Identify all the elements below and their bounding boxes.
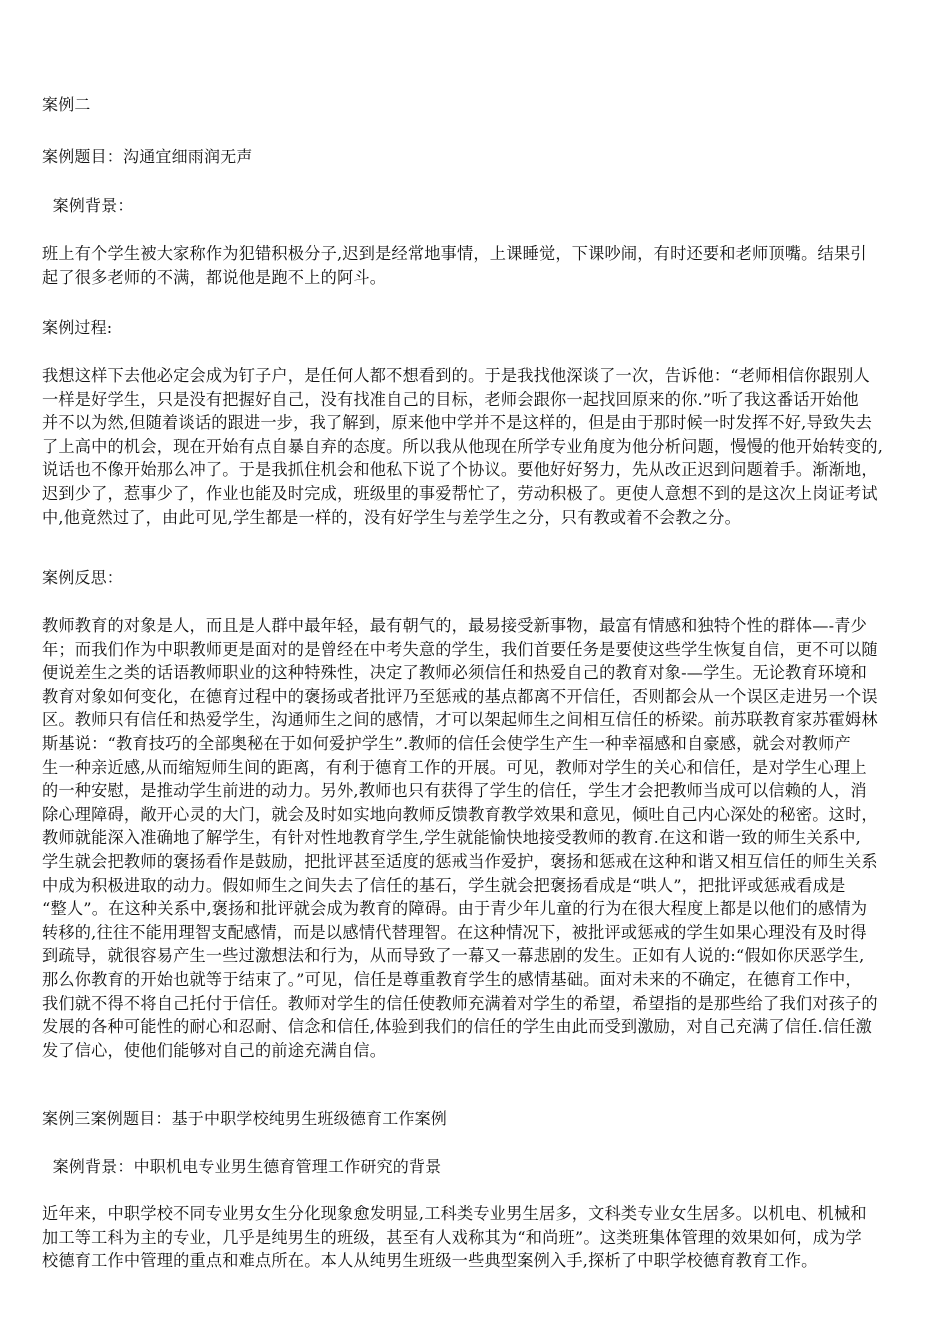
paragraph-line: 加工等工科为主的专业，几乎是纯男生的班级，甚至有人戏称其为“和尚班”。这类班集体管理的效果如何，成为学: [42, 1227, 862, 1247]
paragraph-line: 教育对象如何变化，在德育过程中的褒扬或者批评乃至惩戒的基点都离不开信任，否则都会从一个误区走进另一个误: [42, 686, 878, 706]
paragraph-line: 学生就会把教师的褒扬看作是鼓励，把批评甚至适度的惩戒当作爱护，褒扬和惩戒在这种和谐又相互信任的师生关系: [42, 851, 878, 871]
case3-background-heading: 案例背景：中职机电专业男生德育管理工作研究的背景: [42, 1157, 442, 1176]
paragraph-line: “整人”。在这种关系中,褒扬和批评就会成为教育的障碍。由于青少年儿童的行为在很大程度上都是以他们的感情为: [42, 899, 868, 919]
paragraph-line: 到疏导，就很容易产生一些过激想法和行为，从而导致了一幕又一幕悲剧的发生。正如有人说的:“假如你厌恶学生,: [42, 946, 865, 966]
paragraph-line: 我想这样下去他必定会成为钉子户，是任何人都不想看到的。于是我找他深谈了一次，告诉他：“老师相信你跟别人: [42, 366, 870, 385]
paragraph-line: 校德育工作中管理的重点和难点所在。本人从纯男生班级一些典型案例入手,探析了中职学校德育教育工作。: [42, 1251, 818, 1271]
paragraph-line: 中成为积极进取的动力。假如师生之间失去了信任的基石，学生就会把褒扬看成是“哄人”，把批评或惩戒看成是: [42, 875, 846, 895]
paragraph-line: 起了很多老师的不满，都说他是跑不上的阿斗。: [42, 267, 387, 287]
paragraph-line: 一样是好学生，只是没有把握好自己，没有找准自己的目标，老师会跟你一起找回原来的你.”听了我这番话开始他: [42, 389, 859, 409]
case2-topic: 案例题目：沟通宜细雨润无声: [42, 147, 253, 166]
paragraph-line: 那么你教育的开始也就等于结束了。”可见，信任是尊重教育学生的感情基础。面对未来的不确定，在德育工作中，: [42, 969, 862, 989]
paragraph-line: 迟到少了，惹事少了，作业也能及时完成，班级里的事爱帮忙了，劳动积极了。更使人意想不到的是这次上岗证考试: [42, 483, 878, 503]
paragraph-line: 发展的各种可能性的耐心和忍耐、信念和信任,体验到我们的信任的学生由此而受到激励，对自己充满了信任.信任激: [42, 1017, 873, 1037]
case2-process-paragraph: [42, 364, 922, 529]
paragraph-line: 的一种安慰，是推动学生前进的动力。另外,教师也只有获得了学生的信任，学生才会把教师当成可以信赖的人，消: [42, 781, 867, 801]
paragraph-line: 近年来，中职学校不同专业男女生分化现象愈发明显,工科类专业男生居多，文科类专业女生居多。以机电、机械和: [42, 1204, 867, 1223]
paragraph-line: 我们就不得不将自己托付于信任。教师对学生的信任使教师充满着对学生的希望，希望指的是那些给了我们对孩子的: [42, 993, 878, 1013]
paragraph-line: 教师教育的对象是人，而且是人群中最年轻，最有朝气的，最易接受新事物，最富有情感和独特个性的群体—-青少: [42, 616, 868, 635]
paragraph-line: 除心理障碍，敞开心灵的大门，就会及时如实地向教师反馈教育教学效果和意见，倾吐自己内心深处的秘密。这时，: [42, 804, 878, 824]
paragraph-line: 发了信心，使他们能够对自己的前途充满自信。: [42, 1040, 387, 1060]
case2-reflection-heading: 案例反思：: [42, 568, 124, 587]
case2-reflection-paragraph: [42, 614, 922, 1062]
case2-title: 案例二: [42, 95, 91, 114]
paragraph-line: 教师就能深入准确地了解学生，有针对性地教育学生,学生就能愉快地接受教师的教育.在这和谐一致的师生关系中,: [42, 828, 862, 848]
case3-background-paragraph: [42, 1202, 922, 1273]
paragraph-line: 区。教师只有信任和热爱学生，沟通师生之间的感情，才可以架起师生之间相互信任的桥梁。前苏联教育家苏霍姆林: [42, 710, 878, 730]
paragraph-line: 并不以为然,但随着谈话的跟进一步，我了解到，原来他中学并不是这样的，但是由于那时候一时发挥不好,导致失去: [42, 413, 873, 433]
paragraph-line: 中,他竟然过了，由此可见,学生都是一样的，没有好学生与差学生之分，只有教或着不会教之分。: [42, 507, 741, 527]
paragraph-line: 说话也不像开始那么冲了。于是我抓住机会和他私下说了个协议。要他好好努力，先从改正迟到问题着手。渐渐地，: [42, 460, 878, 480]
paragraph-line: 班上有个学生被大家称作为犯错积极分子,迟到是经常地事情，上课睡觉，下课吵闹，有时还要和老师顶嘴。结果引: [42, 244, 867, 263]
case3-title-topic: 案例三案例题目：基于中职学校纯男生班级德育工作案例: [42, 1109, 448, 1128]
paragraph-line: 斯基说：“教育技巧的全部奥秘在于如何爱护学生”.教师的信任会使学生产生一种幸福感和自豪感，就会对教师产: [42, 733, 851, 753]
paragraph-line: 转移的,往往不能用理智支配感情，而是以感情代替理智。在这种情况下，被批评或惩戒的学生如果心理没有及时得: [42, 922, 867, 942]
paragraph-line: 生一种亲近感,从而缩短师生间的距离，有利于德育工作的开展。可见，教师对学生的关心和信任，是对学生心理上: [42, 757, 867, 777]
case2-background-heading: 案例背景：: [42, 196, 134, 215]
case2-background-paragraph: [42, 242, 922, 289]
case2-process-heading: 案例过程:: [42, 318, 113, 337]
paragraph-line: 年；而我们作为中职教师更是面对的是曾经在中考失意的学生，我们首要任务是要使这些学生恢复自信，更不可以随: [42, 639, 878, 659]
paragraph-line: 了上高中的机会，现在开始有点自暴自弃的态度。所以我从他现在所学专业角度为他分析问题，慢慢的他开始转变的,: [42, 436, 884, 456]
paragraph-line: 便说差生之类的话语教师职业的这种特殊性，决定了教师必须信任和热爱自己的教育对象-—学生。无论教育环境和: [42, 663, 868, 683]
